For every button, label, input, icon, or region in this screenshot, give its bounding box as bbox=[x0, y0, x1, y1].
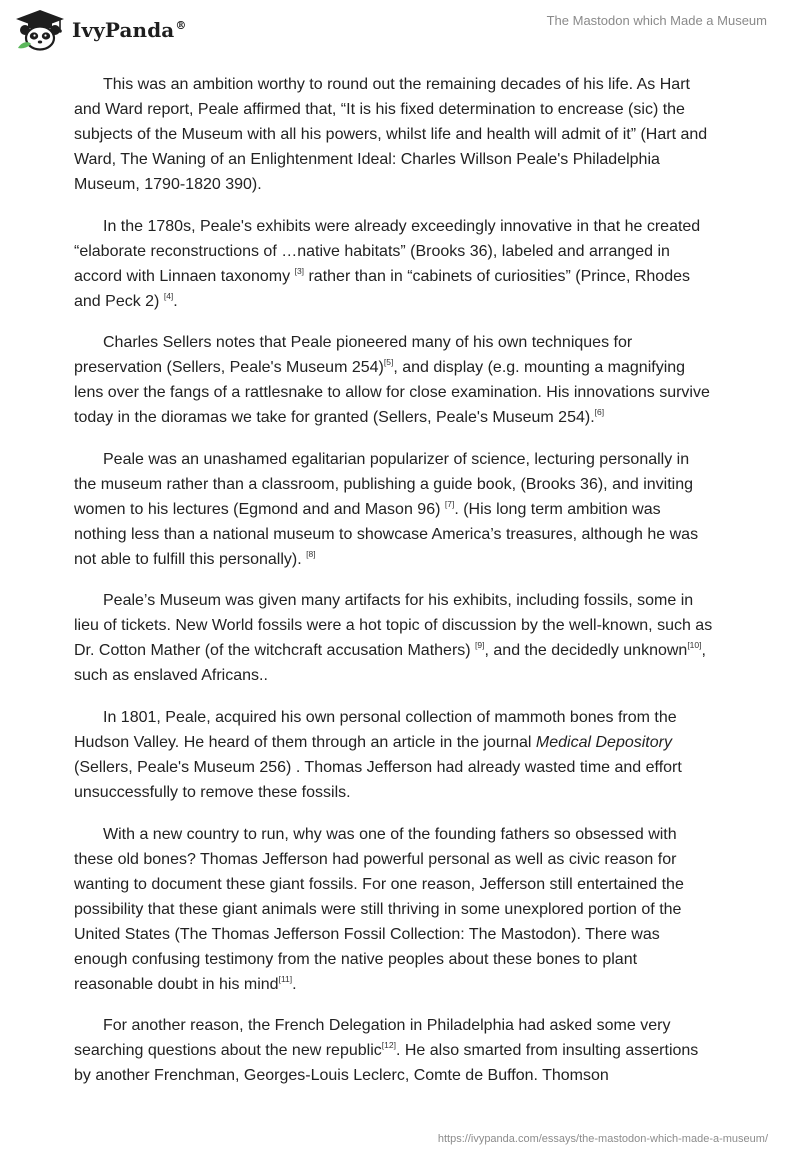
page-header bbox=[0, 0, 800, 62]
paragraph-text: In 1801, Peale, acquired his own personal collection of mammoth bones from the Hudson Valley. He heard of them through an article in the journal bbox=[74, 708, 677, 751]
panda-graduation-cap-icon bbox=[14, 8, 66, 52]
paragraph-text: Peale’s Museum was given many artifacts for his exhibits, including fossils, some in lieu of tickets. New World fossils were a hot topic of discussion by the well-known, such as Dr. Cotton Mather (of the witchcraft accusation Mathers) bbox=[74, 592, 713, 660]
paragraph-text: rather than in “cabinets of curiosities” (Prince, Rhodes and Peck 2) bbox=[74, 267, 690, 310]
essay-paragraph bbox=[74, 588, 714, 688]
paragraph-text: . (His long term ambition was nothing less than a national museum to showcase America’s treasures, although he was not able to fulfill this personally). bbox=[74, 500, 699, 568]
paragraph-text: Peale was an unashamed egalitarian popularizer of science, lecturing personally in the museum rather than a classroom, publishing a guide book, (Brooks 36), and inviting women to his lectures (Egmond and and Mason 96) bbox=[74, 450, 694, 518]
paragraph-text: , and the decidedly unknown bbox=[484, 642, 688, 660]
footer-url[interactable]: https://ivypanda.com/essays/the-mastodon-which-made-a-museum/ bbox=[437, 1133, 768, 1145]
essay-paragraph bbox=[74, 72, 714, 197]
essay-body bbox=[74, 72, 714, 1105]
brand-name-text: IvyPanda bbox=[72, 18, 175, 42]
footnote-reference[interactable]: [8] bbox=[306, 548, 316, 559]
essay-paragraph bbox=[74, 822, 714, 997]
essay-paragraph bbox=[74, 330, 714, 430]
footnote-reference[interactable]: [9] bbox=[475, 640, 485, 651]
essay-paragraph bbox=[74, 214, 714, 314]
paragraph-text: , and display (e.g. mounting a magnifying lens over the fangs of a rattlesnake to allow for close examination. His innovations survive today in the dioramas we take for granted (Sellers, Peale's Museum 254). bbox=[74, 359, 710, 427]
ivypanda-logo[interactable] bbox=[14, 8, 186, 52]
italic-text: Medical Depository bbox=[535, 733, 672, 751]
footnote-reference[interactable]: [6] bbox=[594, 407, 605, 418]
footnote-reference[interactable]: [3] bbox=[294, 265, 305, 276]
footnote-reference[interactable]: [7] bbox=[444, 498, 455, 509]
paragraph-text: (Sellers, Peale's Museum 256) . Thomas Jefferson had already wasted time and effort unsuccessfully to remove these fossils. bbox=[74, 758, 682, 801]
paragraph-text: . bbox=[292, 975, 297, 993]
paragraph-text: In the 1780s, Peale's exhibits were already exceedingly innovative in that he created “elaborate reconstructions of …native habitats” (Brooks 36), labeled and arranged in accord with Linnaen taxonomy bbox=[74, 217, 701, 285]
paragraph-text: With a new country to run, why was one of the founding fathers so obsessed with these old bones? Thomas Jefferson had powerful personal as well as civic reason for wanting to document these giant fossils. For one reason, Jefferson still entertained the possibility that these giant animals were still thriving in some unexplored portion of the United States (The Thomas Jefferson Fossil Collection: The Mastodon). There was enough confusing testimony from the native peoples about these bones to plant reasonable doubt in his mind bbox=[74, 825, 684, 993]
paragraph-text: Charles Sellers notes that Peale pioneered many of his own techniques for preservation (Sellers, Peale's Museum 254) bbox=[74, 334, 633, 377]
footnote-reference[interactable]: [10] bbox=[687, 640, 702, 651]
essay-paragraph bbox=[74, 1013, 714, 1088]
document-title: The Mastodon which Made a Museum bbox=[546, 13, 767, 28]
footnote-reference[interactable]: [5] bbox=[383, 357, 394, 368]
paragraph-text: . bbox=[173, 292, 178, 310]
paragraph-text: , such as enslaved Africans.. bbox=[74, 642, 706, 685]
registered-mark: ® bbox=[175, 19, 187, 32]
brand-name bbox=[72, 18, 186, 42]
footnote-reference[interactable]: [12] bbox=[381, 1040, 396, 1051]
footnote-reference[interactable]: [4] bbox=[163, 290, 174, 301]
essay-paragraph bbox=[74, 447, 714, 572]
essay-paragraph bbox=[74, 705, 714, 805]
paragraph-text: For another reason, the French Delegation in Philadelphia had asked some very searching questions about the new republic bbox=[74, 1017, 671, 1060]
paragraph-text: This was an ambition worthy to round out the remaining decades of his life. As Hart and Ward report, Peale affirmed that, “It is his fixed determination to encrease (sic) the subjects of the Museum with all his powers, whilst life and health will admit of it” (Hart and Ward, The Waning of an Enlightenment Ideal: Charles Willson Peale's Philadelphia Museum, 1790-1820 390). bbox=[74, 76, 708, 193]
footnote-reference[interactable]: [11] bbox=[278, 973, 293, 984]
paragraph-text: . He also smarted from insulting assertions by another Frenchman, Georges-Louis Leclerc, Comte de Buffon. Thomson bbox=[74, 1042, 699, 1085]
